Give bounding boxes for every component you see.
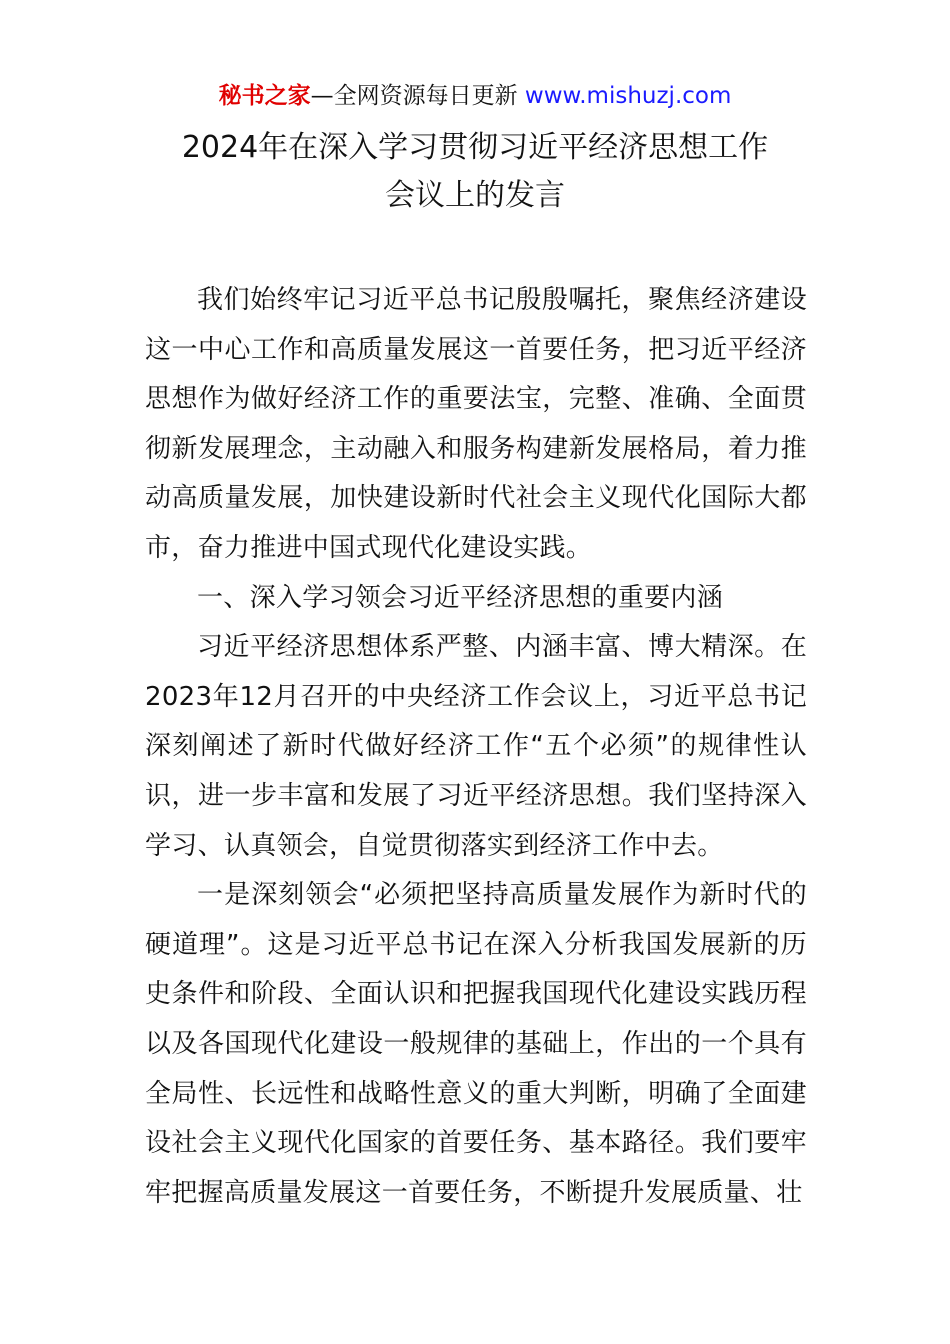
document-body (145, 276, 807, 1218)
site-tagline: —全网资源每日更新 (310, 83, 525, 109)
document-title-line-2: 会议上的发言 (385, 178, 565, 213)
section-heading: 一、深入学习领会习近平经济思想的重要内涵 (197, 582, 724, 613)
paragraph-point-1: 一是深刻领会“必须把坚持高质量发展作为新时代的硬道理”。这是习近平总书记在深入分析我国发展新的历史条件和阶段、全面认识和把握我国现代化建设实践历程以及各国现代化建设一般规律的基础上，作出的一个具有全局性、长远性和战略性意义的重大判断，明确了全面建设社会主义现代化国家的首要任务、基本路径。我们要牢牢把握高质量发展这一首要任务，不断提升发展质量、壮 (145, 880, 807, 1208)
site-url-link[interactable]: www.mishuzj.com (524, 83, 732, 109)
paragraph-section-1: 习近平经济思想体系严整、内涵丰富、博大精深。在2023年12月召开的中央经济工作会议上，习近平总书记深刻阐述了新时代做好经济工作“五个必须”的规律性认识，进一步丰富和发展了习近平经济思想。我们坚持深入学习、认真领会，自觉贯彻落实到经济工作中去。 (145, 632, 807, 861)
paragraph-intro: 我们始终牢记习近平总书记殷殷嘱托，聚焦经济建设这一中心工作和高质量发展这一首要任务，把习近平经济思想作为做好经济工作的重要法宝，完整、准确、全面贯彻新发展理念，主动融入和服务构建新发展格局，着力推动高质量发展，加快建设新时代社会主义现代化国际大都市，奋力推进中国式现代化建设实践。 (145, 285, 807, 563)
site-brand: 秘书之家 (218, 83, 311, 109)
document-title-line-1: 2024年在深入学习贯彻习近平经济思想工作 (181, 130, 769, 165)
site-header (0, 80, 950, 112)
